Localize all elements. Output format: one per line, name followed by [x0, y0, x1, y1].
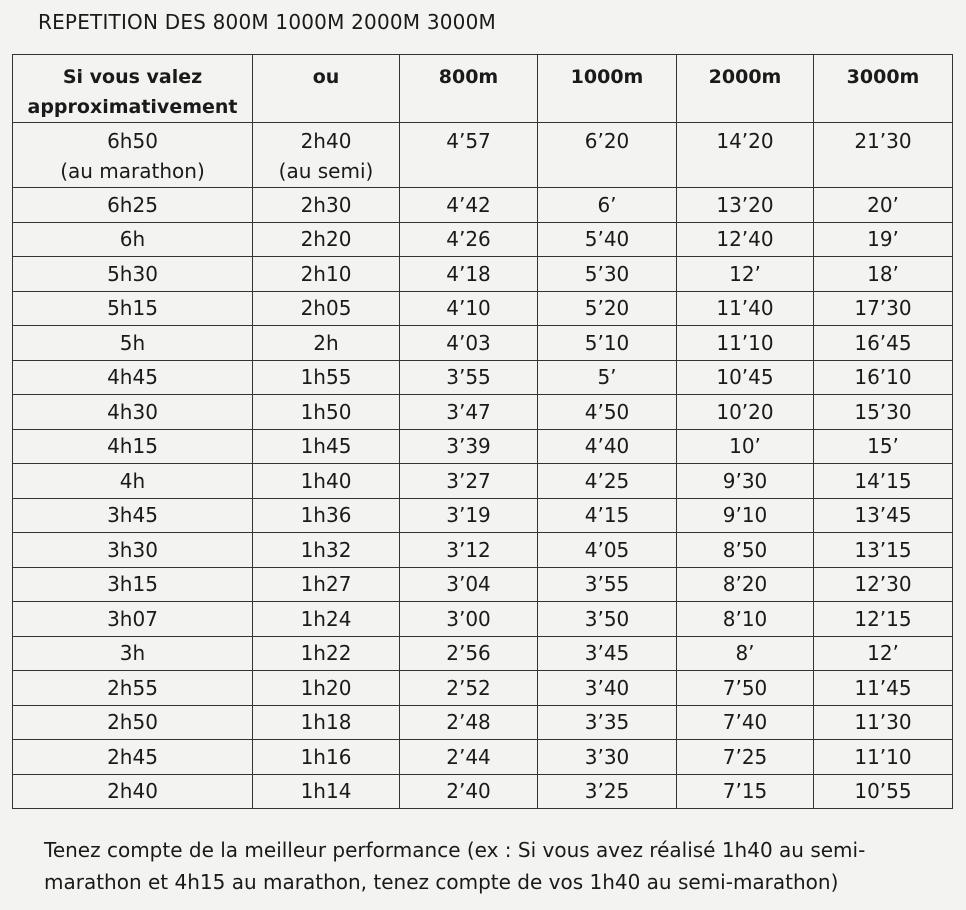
cell-1000m: 3’45 — [538, 636, 677, 671]
table-row — [13, 123, 953, 188]
cell-marathon: 4h15 — [13, 429, 253, 464]
table-row — [13, 222, 953, 257]
cell-3000m: 16’45 — [814, 326, 953, 361]
cell-2000m: 7’50 — [677, 671, 814, 706]
cell-1000m: 3’35 — [538, 705, 677, 740]
cell-marathon: 6h — [13, 222, 253, 257]
cell-3000m: 11’10 — [814, 740, 953, 775]
cell-1000m: 5’30 — [538, 257, 677, 292]
cell-800m: 3’39 — [400, 429, 538, 464]
cell-800m: 2’56 — [400, 636, 538, 671]
semi-note: (au semi) — [278, 159, 374, 183]
cell-3000m: 20’ — [814, 188, 953, 223]
table-row — [13, 774, 953, 809]
cell-1000m: 5’20 — [538, 291, 677, 326]
cell-semi: 1h40 — [253, 464, 400, 499]
cell-1000m: 5’10 — [538, 326, 677, 361]
cell-800m: 3’47 — [400, 395, 538, 430]
cell-semi: 2h — [253, 326, 400, 361]
cell-800m: 3’19 — [400, 498, 538, 533]
cell-3000m: 15’ — [814, 429, 953, 464]
marathon-note: (au marathon) — [60, 159, 205, 183]
header-marathon-line1: Si vous valez — [62, 66, 203, 88]
table-row — [13, 464, 953, 499]
cell-marathon: 4h45 — [13, 360, 253, 395]
cell-2000m: 12’40 — [677, 222, 814, 257]
cell-semi: 2h05 — [253, 291, 400, 326]
cell-1000m: 3’30 — [538, 740, 677, 775]
cell-semi: 1h45 — [253, 429, 400, 464]
marathon-time: 6h50 — [107, 129, 158, 153]
cell-3000m: 14’15 — [814, 464, 953, 499]
cell-marathon: 5h30 — [13, 257, 253, 292]
cell-3000m: 19’ — [814, 222, 953, 257]
footnote — [44, 834, 944, 898]
cell-800m: 3’55 — [400, 360, 538, 395]
cell-marathon: 4h30 — [13, 395, 253, 430]
table-row — [13, 188, 953, 223]
header-marathon-line2: approximativement — [27, 96, 238, 118]
cell-semi: 1h18 — [253, 705, 400, 740]
footnote-line1: Tenez compte de la meilleur performance (ex : Si vous avez réalisé 1h40 au semi- — [44, 838, 866, 862]
cell-marathon: 5h15 — [13, 291, 253, 326]
cell-2000m: 12’ — [677, 257, 814, 292]
table-row — [13, 740, 953, 775]
cell-marathon: 2h55 — [13, 671, 253, 706]
table-row — [13, 602, 953, 637]
table-row — [13, 326, 953, 361]
cell-2000m: 10’45 — [677, 360, 814, 395]
cell-800m: 4’18 — [400, 257, 538, 292]
cell-800m: 4’26 — [400, 222, 538, 257]
cell-3000m: 13’45 — [814, 498, 953, 533]
cell-2000m: 10’20 — [677, 395, 814, 430]
cell-1000m: 4’40 — [538, 429, 677, 464]
semi-time: 2h40 — [300, 129, 352, 153]
cell-3000m: 12’30 — [814, 567, 953, 602]
cell-semi: 1h14 — [253, 774, 400, 809]
cell-3000m: 12’15 — [814, 602, 953, 637]
table-row — [13, 395, 953, 430]
cell-800m: 4’10 — [400, 291, 538, 326]
cell-marathon: 3h45 — [13, 498, 253, 533]
cell-800m: 2’44 — [400, 740, 538, 775]
table-row — [13, 671, 953, 706]
cell-2000m: 7’15 — [677, 774, 814, 809]
cell-semi: 1h55 — [253, 360, 400, 395]
footnote-line2: marathon et 4h15 au marathon, tenez compte de vos 1h40 au semi-marathon) — [44, 870, 839, 894]
cell-800m: 3’04 — [400, 567, 538, 602]
cell-semi: 2h30 — [253, 188, 400, 223]
cell-1000m: 3’50 — [538, 602, 677, 637]
cell-2000m: 8’20 — [677, 567, 814, 602]
cell-3000m: 12’ — [814, 636, 953, 671]
header-marathon — [13, 55, 253, 123]
table-row — [13, 567, 953, 602]
cell-marathon: 2h50 — [13, 705, 253, 740]
cell-3000m: 15’30 — [814, 395, 953, 430]
cell-marathon: 2h40 — [13, 774, 253, 809]
page-title: REPETITION DES 800M 1000M 2000M 3000M — [38, 10, 496, 34]
header-800m: 800m — [400, 55, 538, 123]
cell-800m: 2’48 — [400, 705, 538, 740]
cell-semi: 1h24 — [253, 602, 400, 637]
cell-2000m: 10’ — [677, 429, 814, 464]
cell-2000m: 9’10 — [677, 498, 814, 533]
cell-2000m: 14’20 — [677, 123, 814, 188]
cell-marathon: 3h07 — [13, 602, 253, 637]
cell-800m: 2’40 — [400, 774, 538, 809]
cell-2000m: 7’40 — [677, 705, 814, 740]
cell-marathon — [13, 123, 253, 188]
cell-2000m: 8’50 — [677, 533, 814, 568]
cell-800m: 3’12 — [400, 533, 538, 568]
cell-marathon: 3h15 — [13, 567, 253, 602]
cell-1000m: 3’55 — [538, 567, 677, 602]
cell-marathon: 5h — [13, 326, 253, 361]
pace-table — [12, 54, 953, 809]
cell-800m: 4’57 — [400, 123, 538, 188]
cell-semi: 1h22 — [253, 636, 400, 671]
cell-marathon: 6h25 — [13, 188, 253, 223]
cell-1000m: 6’20 — [538, 123, 677, 188]
cell-marathon: 3h30 — [13, 533, 253, 568]
cell-semi: 1h36 — [253, 498, 400, 533]
cell-800m: 3’27 — [400, 464, 538, 499]
cell-2000m: 9’30 — [677, 464, 814, 499]
cell-3000m: 21’30 — [814, 123, 953, 188]
cell-semi — [253, 123, 400, 188]
cell-semi: 1h27 — [253, 567, 400, 602]
cell-1000m: 5’ — [538, 360, 677, 395]
cell-3000m: 17’30 — [814, 291, 953, 326]
table-row — [13, 498, 953, 533]
cell-800m: 3’00 — [400, 602, 538, 637]
cell-semi: 1h32 — [253, 533, 400, 568]
table-row — [13, 705, 953, 740]
cell-semi: 1h16 — [253, 740, 400, 775]
cell-3000m: 13’15 — [814, 533, 953, 568]
cell-1000m: 5’40 — [538, 222, 677, 257]
table-row — [13, 533, 953, 568]
cell-3000m: 11’45 — [814, 671, 953, 706]
cell-semi: 2h10 — [253, 257, 400, 292]
table-row — [13, 257, 953, 292]
cell-2000m: 8’ — [677, 636, 814, 671]
cell-semi: 1h20 — [253, 671, 400, 706]
cell-1000m: 4’15 — [538, 498, 677, 533]
cell-800m: 4’03 — [400, 326, 538, 361]
header-3000m: 3000m — [814, 55, 953, 123]
cell-marathon: 4h — [13, 464, 253, 499]
cell-2000m: 7’25 — [677, 740, 814, 775]
cell-1000m: 3’25 — [538, 774, 677, 809]
cell-marathon: 2h45 — [13, 740, 253, 775]
cell-800m: 2’52 — [400, 671, 538, 706]
cell-1000m: 4’50 — [538, 395, 677, 430]
table-row — [13, 429, 953, 464]
table-row — [13, 360, 953, 395]
header-row — [13, 55, 953, 123]
cell-1000m: 6’ — [538, 188, 677, 223]
cell-2000m: 11’10 — [677, 326, 814, 361]
cell-semi: 1h50 — [253, 395, 400, 430]
cell-2000m: 8’10 — [677, 602, 814, 637]
cell-1000m: 4’25 — [538, 464, 677, 499]
cell-2000m: 11’40 — [677, 291, 814, 326]
header-2000m: 2000m — [677, 55, 814, 123]
header-1000m: 1000m — [538, 55, 677, 123]
table-row — [13, 291, 953, 326]
header-semi: ou — [253, 55, 400, 123]
cell-semi: 2h20 — [253, 222, 400, 257]
cell-800m: 4’42 — [400, 188, 538, 223]
cell-3000m: 18’ — [814, 257, 953, 292]
cell-1000m: 3’40 — [538, 671, 677, 706]
cell-marathon: 3h — [13, 636, 253, 671]
cell-3000m: 11’30 — [814, 705, 953, 740]
table-row — [13, 636, 953, 671]
cell-3000m: 10’55 — [814, 774, 953, 809]
cell-2000m: 13’20 — [677, 188, 814, 223]
cell-1000m: 4’05 — [538, 533, 677, 568]
cell-3000m: 16’10 — [814, 360, 953, 395]
